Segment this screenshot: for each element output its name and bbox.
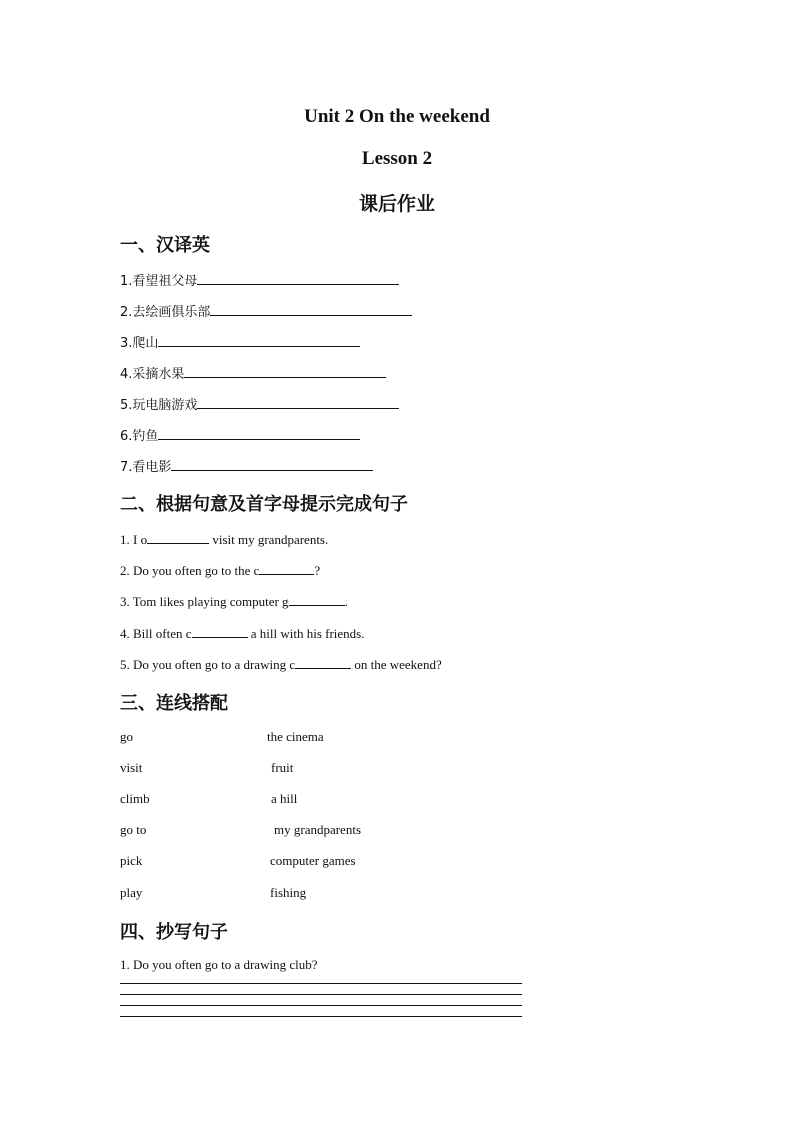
complete-item-before: 2. Do you often go to the c bbox=[120, 563, 260, 578]
section-heading-match: 三、连线搭配 bbox=[120, 693, 228, 714]
translate-item-label: 2.去绘画俱乐部 bbox=[120, 305, 211, 320]
complete-item-after: a hill with his friends. bbox=[247, 626, 365, 641]
lesson-label: Lesson 2 bbox=[361, 148, 433, 169]
translate-item-label: 6.钓鱼 bbox=[120, 429, 159, 444]
translate-item-label: 1.看望祖父母 bbox=[120, 274, 198, 289]
match-right-item[interactable]: fishing bbox=[270, 885, 307, 900]
complete-item bbox=[120, 592, 348, 610]
answer-blank[interactable] bbox=[197, 271, 399, 285]
answer-blank[interactable] bbox=[295, 655, 351, 669]
answer-blank[interactable] bbox=[158, 426, 360, 440]
translate-item bbox=[120, 270, 399, 289]
answer-blank[interactable] bbox=[197, 395, 399, 409]
complete-item bbox=[120, 624, 365, 642]
complete-item-after: visit my grandparents. bbox=[209, 532, 329, 547]
worksheet-title: Unit 2 On the weekend bbox=[304, 106, 490, 127]
translate-item bbox=[120, 301, 412, 320]
copy-sentence: 1. Do you often go to a drawing club? bbox=[120, 957, 318, 972]
writing-line[interactable] bbox=[120, 1005, 522, 1006]
writing-line[interactable] bbox=[120, 1016, 522, 1017]
match-left-item[interactable]: go to bbox=[120, 822, 147, 837]
complete-item-before: 5. Do you often go to a drawing c bbox=[120, 657, 296, 672]
translate-item bbox=[120, 394, 399, 413]
answer-blank[interactable] bbox=[171, 457, 373, 471]
match-left-item[interactable]: climb bbox=[120, 791, 150, 806]
complete-item bbox=[120, 655, 442, 673]
section-heading-copy: 四、抄写句子 bbox=[120, 922, 228, 943]
complete-item-after: . bbox=[344, 594, 348, 609]
translate-item bbox=[120, 363, 386, 382]
translate-item bbox=[120, 332, 360, 351]
writing-line[interactable] bbox=[120, 994, 522, 995]
complete-item-after: ? bbox=[314, 563, 321, 578]
section-heading-complete: 二、根据句意及首字母提示完成句子 bbox=[120, 494, 408, 515]
match-right-item[interactable]: the cinema bbox=[267, 729, 324, 744]
match-left-item[interactable]: go bbox=[120, 729, 133, 744]
match-right-item[interactable]: my grandparents bbox=[274, 822, 362, 837]
answer-blank[interactable] bbox=[158, 333, 360, 347]
match-right-item[interactable]: computer games bbox=[270, 853, 356, 868]
translate-item-label: 4.采摘水果 bbox=[120, 367, 185, 382]
complete-item-before: 3. Tom likes playing computer g bbox=[120, 594, 289, 609]
answer-blank[interactable] bbox=[259, 561, 314, 575]
complete-item bbox=[120, 530, 328, 548]
translate-item-label: 3.爬山 bbox=[120, 336, 159, 351]
complete-item-before: 1. I o bbox=[120, 532, 148, 547]
match-left-item[interactable]: visit bbox=[120, 760, 143, 775]
translate-item bbox=[120, 425, 360, 444]
answer-blank[interactable] bbox=[147, 530, 209, 544]
homework-subtitle: 课后作业 bbox=[358, 193, 435, 215]
writing-line[interactable] bbox=[120, 983, 522, 984]
complete-item bbox=[120, 561, 320, 579]
translate-item-label: 7.看电影 bbox=[120, 460, 172, 475]
complete-item-after: on the weekend? bbox=[351, 657, 442, 672]
answer-blank[interactable] bbox=[210, 302, 412, 316]
match-right-item[interactable]: fruit bbox=[271, 760, 294, 775]
answer-blank[interactable] bbox=[289, 592, 345, 606]
match-left-item[interactable]: pick bbox=[120, 853, 143, 868]
section-heading-translate: 一、汉译英 bbox=[120, 235, 210, 256]
answer-blank[interactable] bbox=[184, 364, 386, 378]
match-right-item[interactable]: a hill bbox=[271, 791, 298, 806]
answer-blank[interactable] bbox=[192, 624, 248, 638]
complete-item-before: 4. Bill often c bbox=[120, 626, 192, 641]
translate-item bbox=[120, 456, 373, 475]
translate-item-label: 5.玩电脑游戏 bbox=[120, 398, 198, 413]
match-left-item[interactable]: play bbox=[120, 885, 143, 900]
